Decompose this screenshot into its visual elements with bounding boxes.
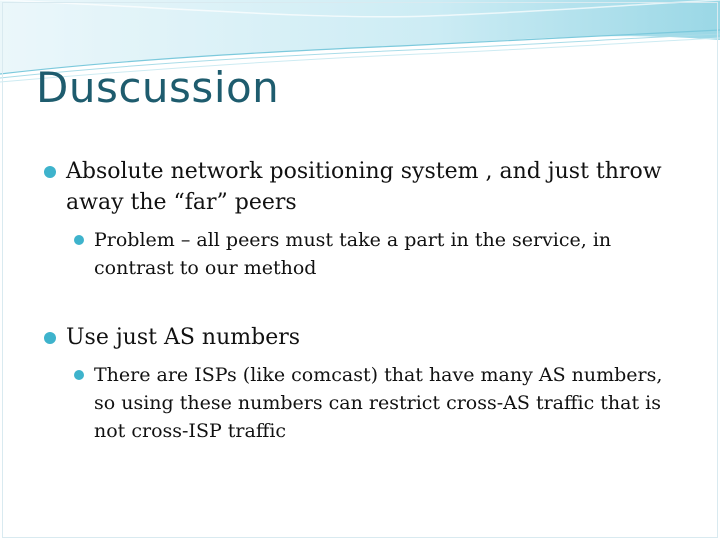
bullet-item-1 <box>44 156 684 218</box>
bullet-dot-icon <box>74 370 84 380</box>
bullet-text: Absolute network positioning system , and just throw away the “far” peers <box>66 159 662 215</box>
bullet-dot-icon <box>44 166 56 178</box>
bullet-list <box>44 156 684 445</box>
sub-bullet-text: There are ISPs (like comcast) that have many AS numbers, so using these numbers can restrict cross-AS traffic that is not cross-ISP traffic <box>94 364 663 442</box>
bullet-text: Use just AS numbers <box>66 325 301 350</box>
sub-bullet-text: Problem – all peers must take a part in the service, in contrast to our method <box>94 229 612 279</box>
bullet-dot-icon <box>44 332 56 344</box>
sub-bullet-item-1 <box>74 226 684 282</box>
bullet-dot-icon <box>74 235 84 245</box>
bullet-item-2 <box>44 322 684 353</box>
slide-title: Duscussion <box>36 63 280 112</box>
sub-bullet-item-2 <box>74 361 684 445</box>
